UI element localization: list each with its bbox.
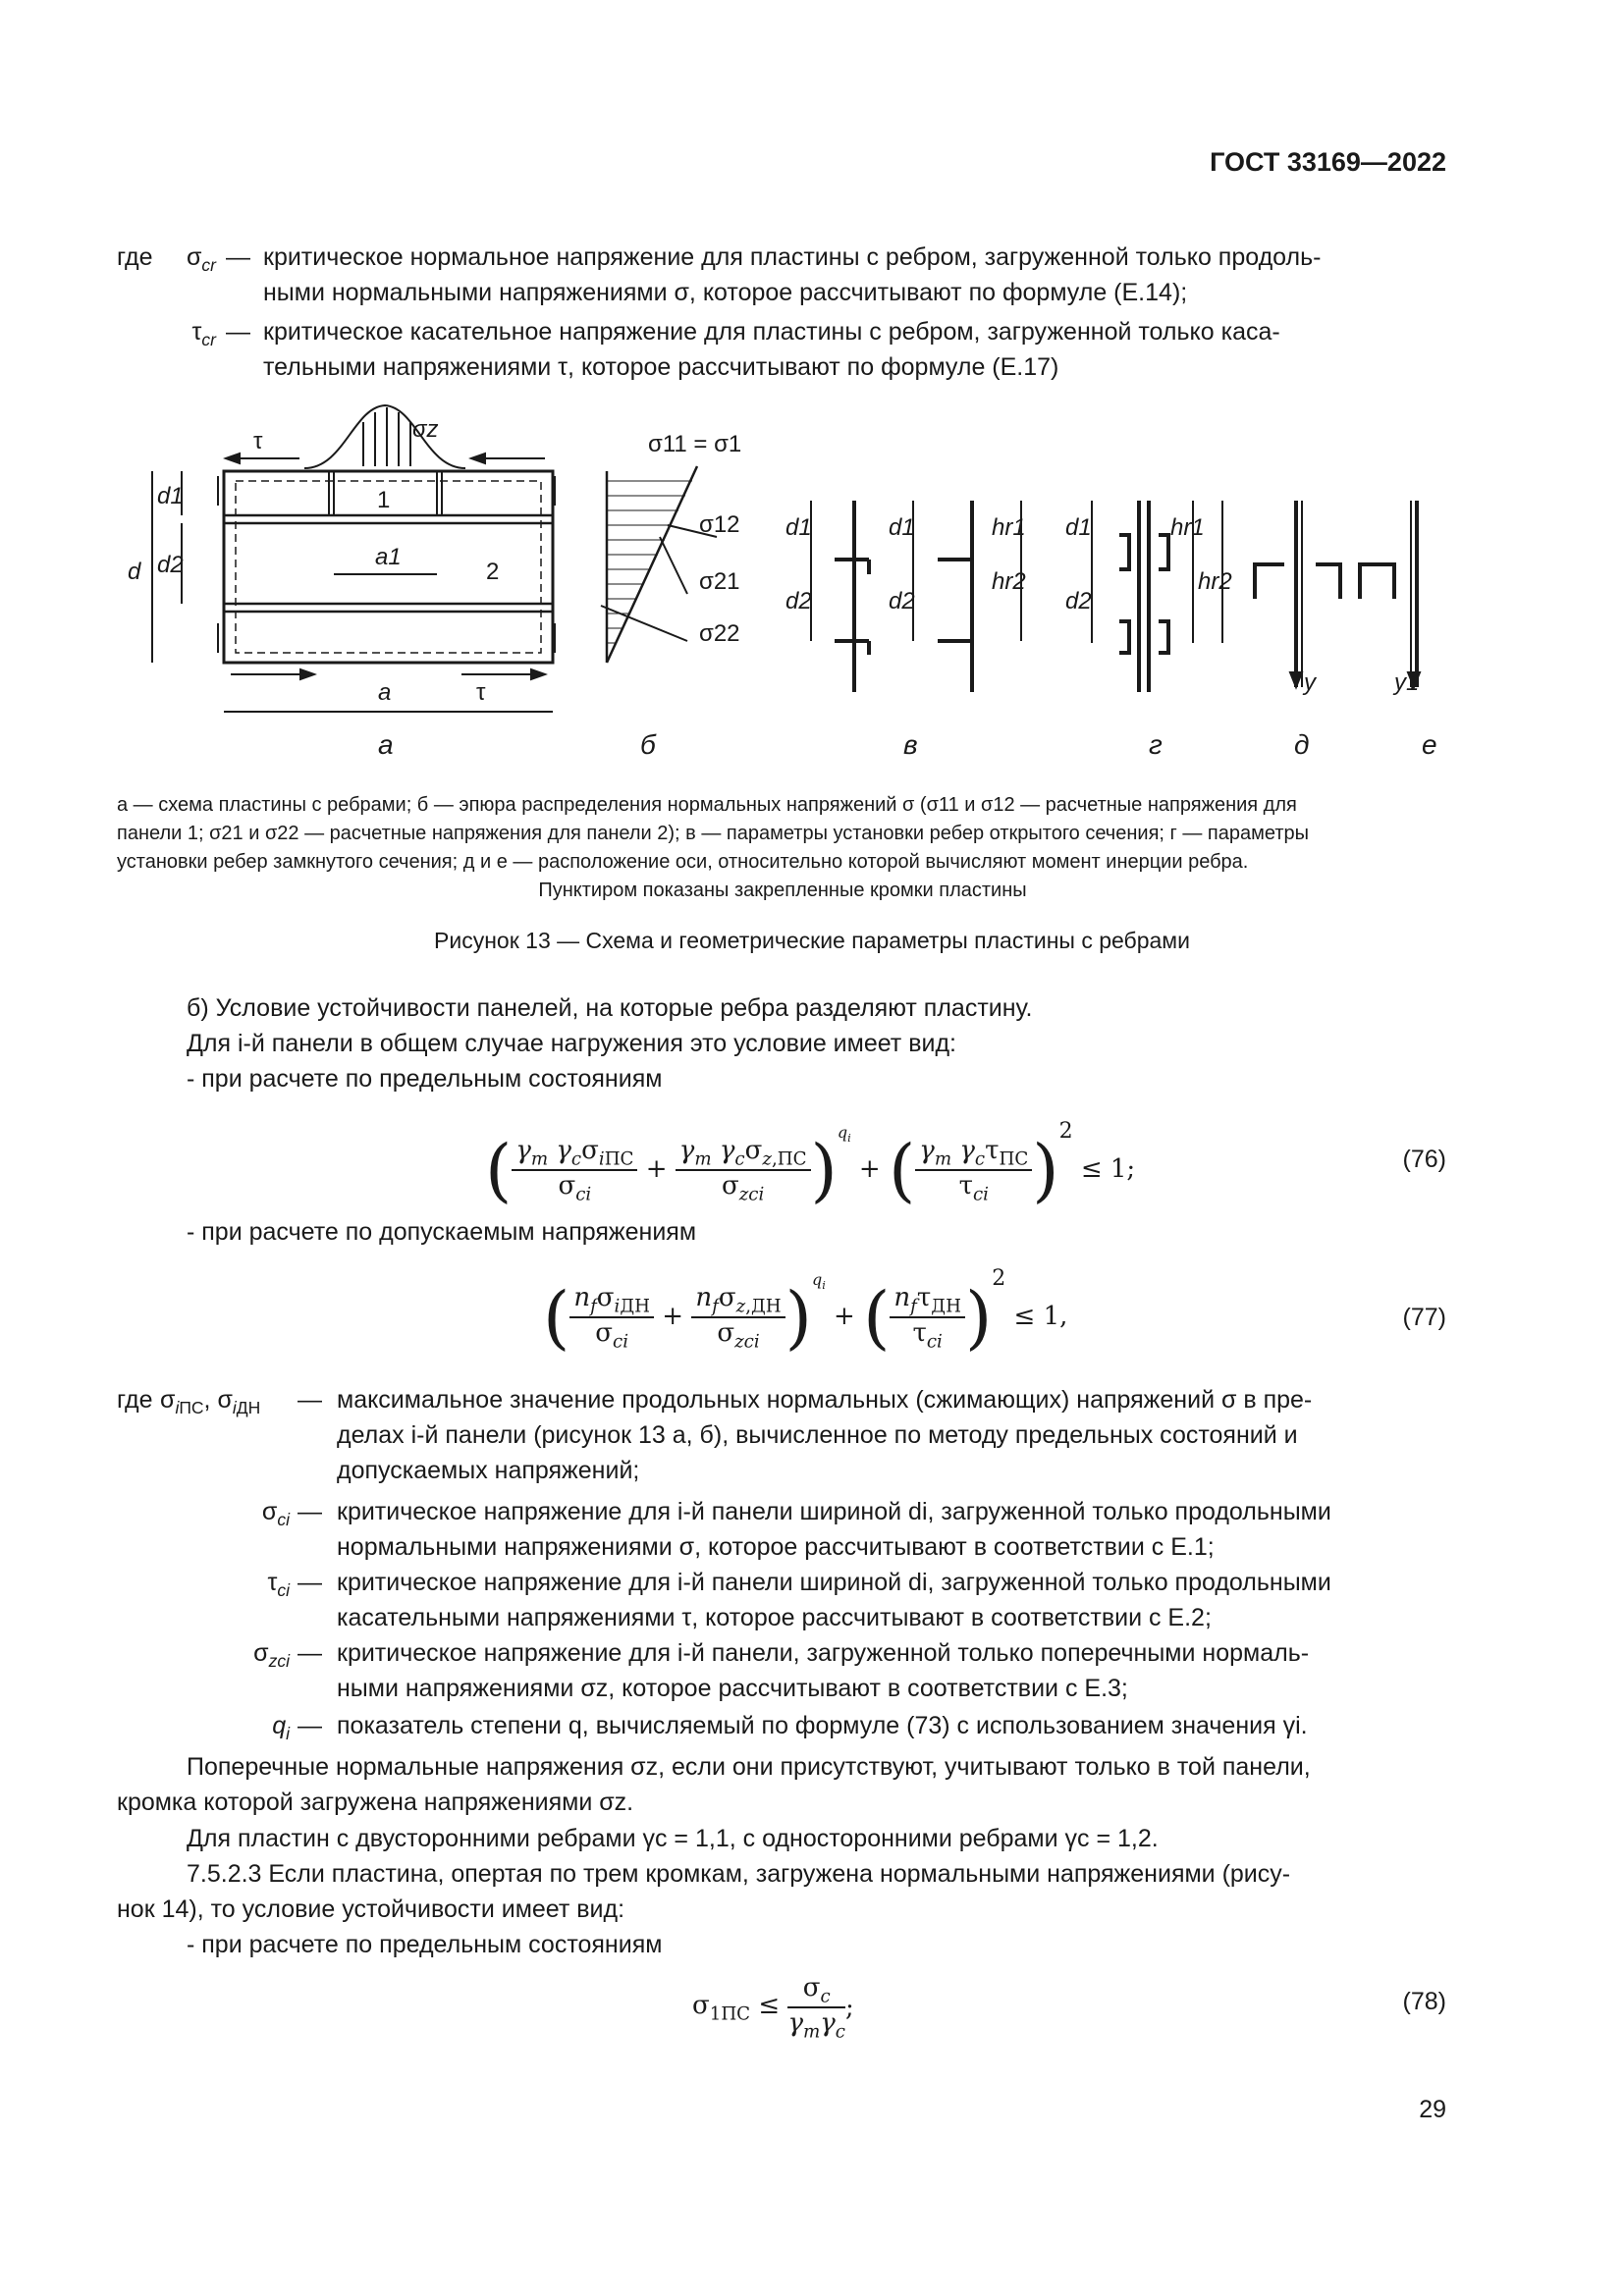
svg-text:τ: τ (476, 679, 486, 706)
svg-text:d1: d1 (785, 514, 812, 541)
paragraph-b: б) Условие устойчивости панелей, на которые ребра разделяют пластину. (187, 994, 1033, 1022)
sigma-zci-symbol: $\sigma_{zci}$ (253, 1639, 290, 1672)
where-label: где (117, 243, 153, 271)
tau-cr-symbol: $\tau_{cr}$ (191, 318, 216, 350)
where-label-2: где (117, 1386, 153, 1414)
q-i-definition: показатель степени q, вычисляемый по формуле (73) с использованием значения γi. (337, 1712, 1308, 1739)
paragraph-limit-states: - при расчете по предельным состояниям (187, 1065, 663, 1093)
tau-cr-definition: критическое касательное напряжение для пластины с ребром, загруженной только каса- тельными напряжениями τ, которое рассчитывают по формуле (Е.17) (263, 318, 1280, 381)
svg-text:г: г (1149, 729, 1163, 760)
svg-text:hr2: hr2 (992, 568, 1026, 595)
svg-text:d1: d1 (157, 483, 184, 509)
paragraph-7-5-2-3: 7.5.2.3 Если пластина, опертая по трем кромкам, загружена нормальными напряжениями (рису- (187, 1860, 1291, 1888)
svg-text:е: е (1422, 729, 1437, 760)
sigma-ci-symbol: $\sigma_{ci}$ (261, 1498, 290, 1530)
eq-number-76: (76) (1402, 1146, 1446, 1173)
svg-text:а: а (378, 729, 394, 760)
svg-text:hr1: hr1 (992, 514, 1026, 541)
svg-text:d2: d2 (157, 552, 184, 578)
svg-text:d2: d2 (1065, 588, 1092, 614)
svg-text:σ22: σ22 (699, 620, 740, 647)
sigma-ips-definition: максимальное значение продольных нормальных (сжимающих) напряжений σ в пре- делах i-й панели (рисунок 13 а, б), вычисленное по методу предельных состояний и допускаемых напряжений; (337, 1386, 1313, 1484)
paragraph-gamma-c: Для пластин с двусторонними ребрами γc = 1,1, с односторонними ребрами γc = 1,2. (187, 1825, 1159, 1852)
tau-ci-definition: критическое напряжение для i-й панели шириной di, загруженной только продольными касательными напряжениями τ, которое рассчитывают в соответствии с Е.2; (337, 1569, 1331, 1631)
svg-text:σ12: σ12 (699, 511, 740, 538)
svg-text:б: б (640, 729, 656, 760)
svg-text:τ: τ (253, 428, 263, 454)
svg-text:d: d (128, 559, 141, 585)
svg-text:y1: y1 (1394, 669, 1420, 696)
sigma-ips-symbol: $\sigma_{iПС}$, $\sigma_{iДН}$ (160, 1386, 261, 1418)
svg-text:d2: d2 (785, 588, 812, 614)
svg-text:d1: d1 (1065, 514, 1092, 541)
svg-text:σ11 = σ1: σ11 = σ1 (648, 431, 742, 457)
eq-number-78: (78) (1402, 1988, 1446, 2015)
paragraph-limit-states-2: - при расчете по предельным состояниям (187, 1931, 663, 1958)
svg-text:σz: σz (412, 416, 439, 443)
svg-text:y: y (1304, 669, 1316, 696)
svg-text:hr2: hr2 (1198, 568, 1232, 595)
formula-78: $\sigma_{1ПС}$ ≤ $\sigma_c$ $\gamma_m\gamma_c$ ; (692, 1973, 854, 2043)
svg-text:σ21: σ21 (699, 568, 740, 595)
svg-text:hr1: hr1 (1170, 514, 1205, 541)
svg-text:1: 1 (377, 487, 391, 513)
figure-13-diagram (0, 388, 1624, 780)
figure-legend: а — схема пластины с ребрами; б — эпюра распределения нормальных напряжений σ (σ11 и σ12 — расчетные напряжения для панели 1; σ21 и σ22 — расчетные напряжения для панели 2); в — параметры установки ребер открытого сечения; г — параметры установки ребер замкнутого сечения; д и е — расположение оси, относительно которой вычисляют момент инерции ребра. Пунктиром показаны закрепленные кромки пластины (117, 794, 1309, 901)
q-i-symbol: $q_i$ (272, 1712, 290, 1744)
svg-text:d2: d2 (889, 588, 915, 614)
sigma-cr-symbol: $\sigma_{cr}$ (186, 243, 216, 276)
sigma-ci-definition: критическое напряжение для i-й панели шириной di, загруженной только продольными нормальными напряжениями σ, которое рассчитывают в соответствии с Е.1; (337, 1498, 1331, 1561)
standard-number: ГОСТ 33169—2022 (1210, 147, 1446, 177)
sigma-zci-definition: критическое напряжение для i-й панели, загруженной только поперечными нормаль- ными напряжениями σz, которое рассчитывают в соответствии с Е.3; (337, 1639, 1310, 1702)
paragraph-i-panel: Для i-й панели в общем случае нагружения это условие имеет вид: (187, 1030, 956, 1057)
formula-76: ( $\gamma_m$ $\gamma_c\sigma_{iПС}$ $\sigma_{ci}$ + $\gamma_m$ $\gamma_c\sigma_{z,ПС}$ $\sigma_{zci}$ )$^{q_i}$ + ( $\gamma_m$ $\gamma_c\tau_{ПС}$ $\tau_{ci}$ )$^2$ ≤ 1; (485, 1119, 1136, 1210)
svg-text:д: д (1294, 729, 1310, 760)
page-number: 29 (1419, 2096, 1446, 2123)
paragraph-sigma-z: Поперечные нормальные напряжения σz, если они присутствуют, учитывают только в той панели, (187, 1753, 1311, 1781)
tau-ci-symbol: $\tau_{ci}$ (267, 1569, 290, 1601)
sigma-cr-definition: критическое нормальное напряжение для пластины с ребром, загруженной только продоль- ными нормальными напряжениями σ, которое рассчитывают по формуле (Е.14); (263, 243, 1322, 306)
svg-text:d1: d1 (889, 514, 915, 541)
eq-number-77: (77) (1402, 1304, 1446, 1331)
formula-77: ( $n_f\sigma_{iДН}$ $\sigma_{ci}$ + $n_f\sigma_{z,ДН}$ $\sigma_{zci}$ )$^{q_i}$ + ( $n_f\tau_{ДН}$ $\tau_{ci}$ )$^2$ ≤ 1, (543, 1266, 1068, 1358)
paragraph-allowable: - при расчете по допускаемым напряжениям (187, 1218, 697, 1246)
svg-text:в: в (903, 729, 918, 760)
svg-text:a: a (378, 679, 392, 706)
figure-title: Рисунок 13 — Схема и геометрические параметры пластины с ребрами (434, 928, 1190, 953)
svg-text:2: 2 (486, 559, 500, 585)
svg-text:a1: a1 (375, 544, 402, 570)
